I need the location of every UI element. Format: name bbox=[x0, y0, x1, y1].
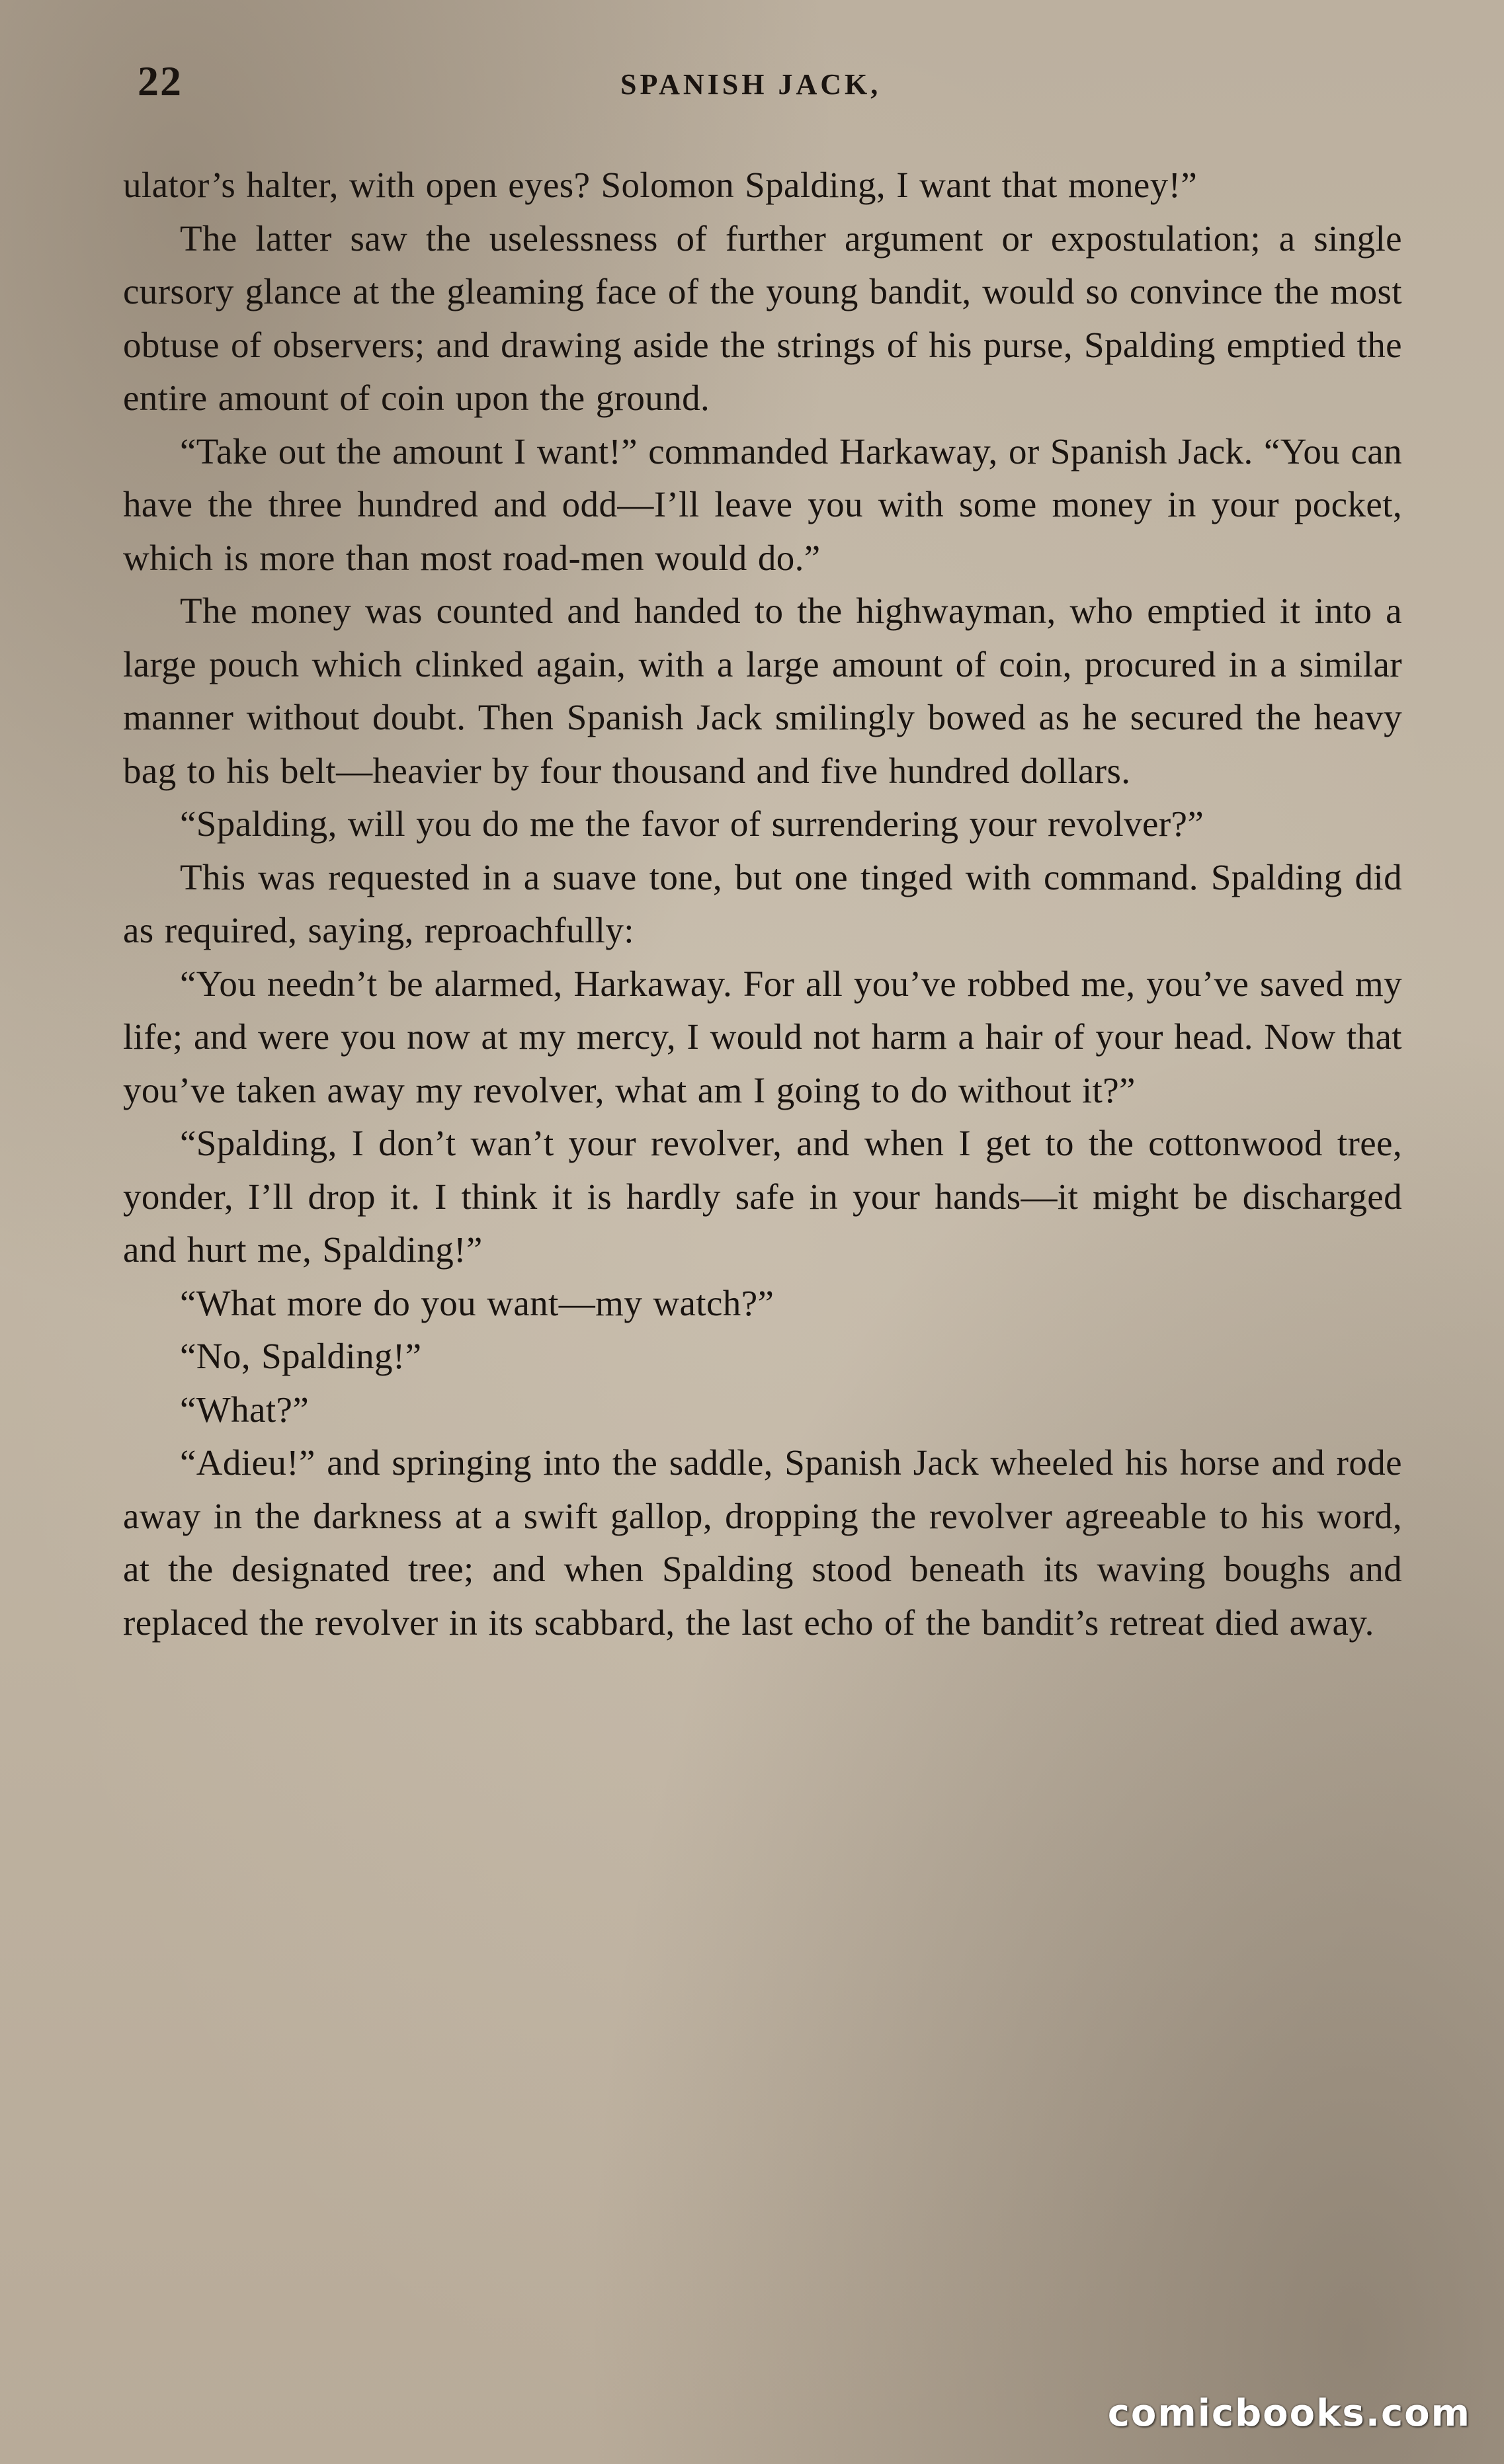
paragraph: “Adieu!” and springing into the saddle, Spanish Jack wheeled his horse and rode away in the darkness at a swift gallop, dropping the revolver agreeable to his word, at the designated tree; and when Spalding stood beneath its waving boughs and replaced the revolver in its scabbard, the last echo of the bandit’s retreat died away. bbox=[123, 1442, 1402, 1643]
paragraph: “Spalding, will you do me the favor of surrendering your revolver?” bbox=[180, 803, 1204, 844]
body-text bbox=[123, 159, 1402, 1649]
watermark: comicbooks.com bbox=[1107, 2392, 1471, 2435]
page-number: 22 bbox=[138, 58, 183, 104]
running-head: SPANISH JACK, bbox=[620, 68, 882, 101]
paragraph: This was requested in a suave tone, but one tinged with command. Spalding did as required, saying, reproachfully: bbox=[123, 856, 1402, 950]
paragraph: “What more do you want—my watch?” bbox=[180, 1282, 774, 1323]
paragraph: ulator’s halter, with open eyes? Solomon Spalding, I want that money!” bbox=[123, 165, 1198, 205]
paragraph: The money was counted and handed to the highwayman, who emptied it into a large pouch which clinked again, with a large amount of coin, procured in a similar manner without doubt. Then Spanish Jack smilingly bowed as he secured the heavy bag to his belt—heavier by four thousand and five hundred dollars. bbox=[123, 591, 1402, 791]
paragraph: “You needn’t be alarmed, Harkaway. For all you’ve robbed me, you’ve saved my life; and were you now at my mercy, I would not harm a hair of your head. Now that you’ve taken away my revolver, what am I going to do without it?” bbox=[123, 963, 1402, 1110]
paragraph: “What?” bbox=[180, 1389, 310, 1430]
paragraph: The latter saw the uselessness of further argument or expostulation; a single cursory glance at the gleaming face of the young bandit, would so convince the most obtuse of observers; and drawing aside the strings of his purse, Spalding emptied the entire amount of coin upon the ground. bbox=[123, 218, 1402, 418]
page-header bbox=[118, 52, 1414, 111]
paragraph: “Spalding, I don’t wan’t your revolver, and when I get to the cottonwood tree, yonder, I’ll drop it. I think it is hardly safe in your hands—it might be discharged and hurt me, Spalding!” bbox=[123, 1123, 1402, 1270]
paragraph: “No, Spalding!” bbox=[180, 1336, 422, 1376]
paragraph: “Take out the amount I want!” commanded Harkaway, or Spanish Jack. “You can have the three hundred and odd—I’ll leave you with some money in your pocket, which is more than most road-men would do.” bbox=[123, 431, 1402, 578]
